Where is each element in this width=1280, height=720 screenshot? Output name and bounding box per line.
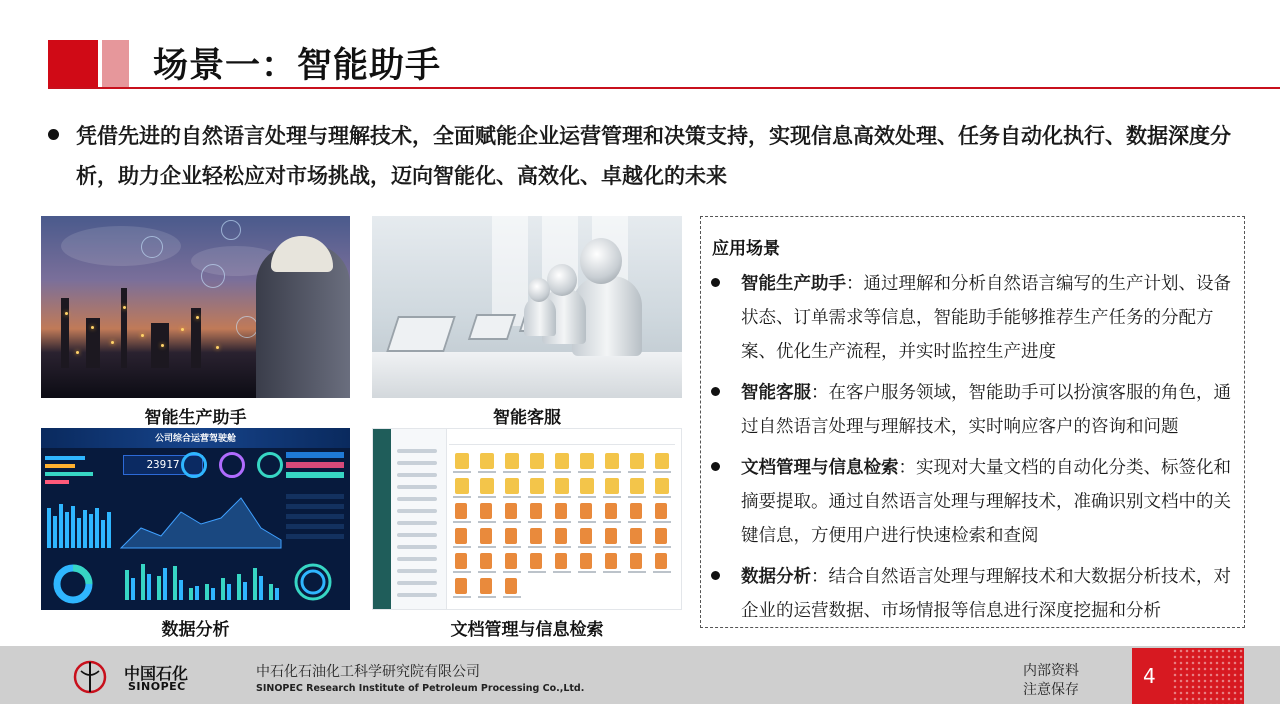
file-label (603, 521, 621, 523)
file-label (478, 596, 496, 598)
document-icon (605, 528, 617, 544)
document-icon (480, 578, 492, 594)
intro-text: 凭借先进的自然语言处理与理解技术，全面赋能企业运营管理和决策支持，实现信息高效处理、任务自动化执行、数据深度分析，助力企业轻松应对市场挑战，迈向智能化、高效化、卓越化的未来 (76, 124, 1231, 188)
file-label (603, 546, 621, 548)
plant-light (216, 346, 219, 349)
bar (269, 584, 273, 600)
bar (47, 508, 51, 548)
bar (259, 576, 263, 600)
application-scenarios-box (700, 216, 1245, 628)
folder-icon (630, 478, 644, 494)
file-label (453, 596, 471, 598)
file-label (578, 496, 596, 498)
bar (71, 506, 75, 548)
production-assistant-image (41, 216, 350, 398)
file-label (653, 471, 671, 473)
document-icon (555, 528, 567, 544)
bar (95, 508, 99, 548)
file-label (578, 471, 596, 473)
bottom-bars (125, 564, 279, 600)
file-label (653, 571, 671, 573)
tree-item (397, 533, 437, 537)
ring-gauge-icon (302, 571, 324, 593)
folder-icon (480, 478, 494, 494)
tree-item (397, 473, 437, 477)
file-label (503, 496, 521, 498)
file-label (453, 521, 471, 523)
file-label (478, 496, 496, 498)
title-underline (48, 87, 1280, 89)
tree-item (397, 509, 437, 513)
file-label (503, 571, 521, 573)
bar (243, 582, 247, 600)
document-icon (480, 503, 492, 519)
page-number: 4 (1143, 664, 1156, 688)
folder-icon (555, 453, 569, 469)
folder-icon (505, 453, 519, 469)
cloud-shape (61, 226, 181, 266)
file-label (503, 596, 521, 598)
file-label (453, 546, 471, 548)
window-pane (492, 216, 528, 326)
file-label (553, 546, 571, 548)
area-series (121, 498, 281, 548)
page-title: 场景一：智能助手 (153, 46, 442, 86)
caption-production: 智能生产助手 (144, 408, 247, 428)
donut-segment (73, 568, 89, 584)
bullet-icon (711, 278, 720, 287)
hud-circle-icon (221, 220, 241, 240)
file-label (528, 546, 546, 548)
logo-chinese-name: 中国石化 (124, 664, 189, 683)
file-label (453, 571, 471, 573)
document-icon (505, 503, 517, 519)
file-label (528, 571, 546, 573)
plant-light (91, 326, 94, 329)
file-label (528, 521, 546, 523)
application-item-body: ：实现对大量文档的自动化分类、标签化和摘要提取。通过自然语言处理与理解技术，准确识别文档中的关键信息，方便用户进行快速检索和查阅 (741, 458, 1231, 546)
bar (157, 576, 161, 600)
document-icon (505, 528, 517, 544)
plant-light (111, 341, 114, 344)
folder-icon (530, 478, 544, 494)
hud-circle-icon (201, 264, 225, 288)
application-item-body: ：结合自然语言处理与理解技术和大数据分析技术，对企业的运营数据、市场情报等信息进行深度挖掘和分析 (741, 567, 1231, 621)
app-sidebar (373, 429, 391, 610)
file-label (578, 521, 596, 523)
document-icon (580, 553, 592, 569)
bar (77, 518, 81, 548)
document-icon (630, 528, 642, 544)
file-label (578, 571, 596, 573)
tree-item (397, 449, 437, 453)
file-label (478, 471, 496, 473)
file-label (553, 521, 571, 523)
confidential-label: 内部资料 (1023, 663, 1079, 679)
plant-light (123, 306, 126, 309)
file-label (503, 521, 521, 523)
folder-icon (630, 453, 644, 469)
tree-item (397, 557, 437, 561)
folder-icon (605, 478, 619, 494)
caption-documents: 文档管理与信息检索 (450, 620, 604, 640)
footer-bar (0, 646, 1280, 704)
file-label (528, 471, 546, 473)
bar (59, 504, 63, 548)
laptop-icon (386, 316, 456, 352)
application-item-head: 文档管理与信息检索 (741, 458, 899, 478)
bar (141, 564, 145, 600)
bullet-icon (48, 129, 59, 140)
bar (205, 584, 209, 600)
document-icon (555, 503, 567, 519)
document-icon (455, 503, 467, 519)
file-label (503, 546, 521, 548)
hud-circle-icon (141, 236, 163, 258)
dashboard-headline-number: 23917 (123, 455, 203, 475)
bar (221, 578, 225, 600)
folder-icon (480, 453, 494, 469)
hud-circle-icon (236, 316, 258, 338)
plant-light (196, 316, 199, 319)
bar (179, 580, 183, 600)
file-toolbar (449, 437, 675, 445)
robot-head (580, 238, 622, 284)
customer-service-image (372, 216, 682, 398)
folder-icon (505, 478, 519, 494)
folder-icon (455, 478, 469, 494)
logo-english-name: SINOPEC (128, 680, 186, 693)
file-label (578, 546, 596, 548)
document-icon (505, 578, 517, 594)
file-label (628, 571, 646, 573)
tree-item (397, 461, 437, 465)
bar (147, 574, 151, 600)
bar (227, 584, 231, 600)
application-item (711, 267, 1239, 369)
title-accent-pink (102, 40, 129, 88)
folder-icon (655, 453, 669, 469)
folder-icon (530, 453, 544, 469)
document-icon (455, 578, 467, 594)
application-item-head: 智能生产助手 (741, 274, 846, 294)
file-label (653, 521, 671, 523)
desk (372, 352, 682, 398)
bar (107, 512, 111, 548)
plant-light (141, 334, 144, 337)
file-label (553, 496, 571, 498)
document-icon (605, 553, 617, 569)
file-label (628, 496, 646, 498)
application-item (711, 560, 1239, 628)
bar (65, 512, 69, 548)
file-label (553, 471, 571, 473)
title-accent-red (48, 40, 98, 88)
folder-icon (455, 453, 469, 469)
analytics-dashboard-image (41, 428, 350, 610)
refinery-tower (151, 323, 169, 368)
bar (101, 520, 105, 548)
file-label (603, 571, 621, 573)
bar (211, 588, 215, 600)
bar-group (47, 504, 111, 548)
plant-light (161, 344, 164, 347)
application-item (711, 451, 1239, 553)
file-label (628, 521, 646, 523)
applications-heading: 应用场景 (712, 239, 780, 259)
document-icon (530, 553, 542, 569)
file-label (628, 471, 646, 473)
application-item (711, 376, 1239, 444)
sinopec-logo-icon (72, 659, 114, 695)
folder-icon (655, 478, 669, 494)
file-label (503, 471, 521, 473)
robot-body (524, 296, 556, 336)
file-label (603, 471, 621, 473)
file-label (553, 571, 571, 573)
tree-item (397, 485, 437, 489)
bar (131, 578, 135, 600)
bar (173, 566, 177, 600)
tree-item (397, 545, 437, 549)
file-label (528, 496, 546, 498)
robot-head (547, 264, 577, 296)
bar (275, 588, 279, 600)
tree-item (397, 497, 437, 501)
document-icon (455, 528, 467, 544)
laptop-icon (468, 314, 516, 340)
organization-name-en: SINOPEC Research Institute of Petroleum Processing Co.,Ltd. (256, 683, 585, 694)
file-label (478, 546, 496, 548)
application-item-body: ：通过理解和分析自然语言编写的生产计划、设备状态、订单需求等信息，智能助手能够推荐生产任务的分配方案、优化生产流程，并实时监控生产进度 (741, 274, 1231, 362)
bar (163, 568, 167, 600)
file-label (453, 471, 471, 473)
keep-safe-label: 注意保存 (1023, 682, 1079, 698)
folder-tree (391, 429, 447, 610)
application-item-head: 智能客服 (741, 383, 811, 403)
tree-item (397, 569, 437, 573)
document-icon (530, 503, 542, 519)
organization-name-cn: 中石化石油化工科学研究院有限公司 (256, 664, 480, 680)
plant-light (76, 351, 79, 354)
document-icon (455, 553, 467, 569)
document-icon (480, 528, 492, 544)
bar (195, 586, 199, 600)
document-icon (655, 503, 667, 519)
hard-hat-icon (271, 236, 333, 272)
plant-light (65, 312, 68, 315)
bar (189, 588, 193, 600)
dot-pattern (1172, 648, 1244, 704)
document-icon (630, 553, 642, 569)
document-icon (580, 528, 592, 544)
file-label (478, 571, 496, 573)
file-label (478, 521, 496, 523)
bullet-icon (711, 387, 720, 396)
document-icon (505, 553, 517, 569)
document-icon (605, 503, 617, 519)
plant-light (181, 328, 184, 331)
document-manager-image (372, 428, 682, 610)
file-label (653, 496, 671, 498)
document-icon (580, 503, 592, 519)
bar (89, 514, 93, 548)
tree-item (397, 581, 437, 585)
bar (83, 510, 87, 548)
robot-head (528, 278, 550, 302)
refinery-tower (61, 298, 69, 368)
folder-icon (580, 478, 594, 494)
application-item-body: ：在客户服务领域，智能助手可以扮演客服的角色，通过自然语言处理与理解技术，实时响应客户的咨询和问题 (741, 383, 1231, 437)
bullet-icon (711, 462, 720, 471)
folder-icon (555, 478, 569, 494)
file-label (603, 496, 621, 498)
document-icon (530, 528, 542, 544)
bar (53, 516, 57, 548)
refinery-tower (121, 288, 127, 368)
bullet-icon (711, 571, 720, 580)
application-item-head: 数据分析 (741, 567, 811, 587)
bar (125, 570, 129, 600)
folder-icon (580, 453, 594, 469)
document-icon (655, 528, 667, 544)
document-icon (655, 553, 667, 569)
bar (253, 568, 257, 600)
folder-icon (605, 453, 619, 469)
file-label (628, 546, 646, 548)
file-label (653, 546, 671, 548)
document-icon (630, 503, 642, 519)
tree-item (397, 593, 437, 597)
tree-item (397, 521, 437, 525)
document-icon (555, 553, 567, 569)
document-icon (480, 553, 492, 569)
dashboard-title: 公司综合运营驾驶舱 (154, 434, 236, 444)
dashboard-graphics (41, 428, 350, 610)
file-label (453, 496, 471, 498)
intro-bullet (48, 116, 1248, 196)
caption-service: 智能客服 (493, 408, 561, 428)
bar (237, 574, 241, 600)
caption-analytics: 数据分析 (161, 620, 230, 640)
